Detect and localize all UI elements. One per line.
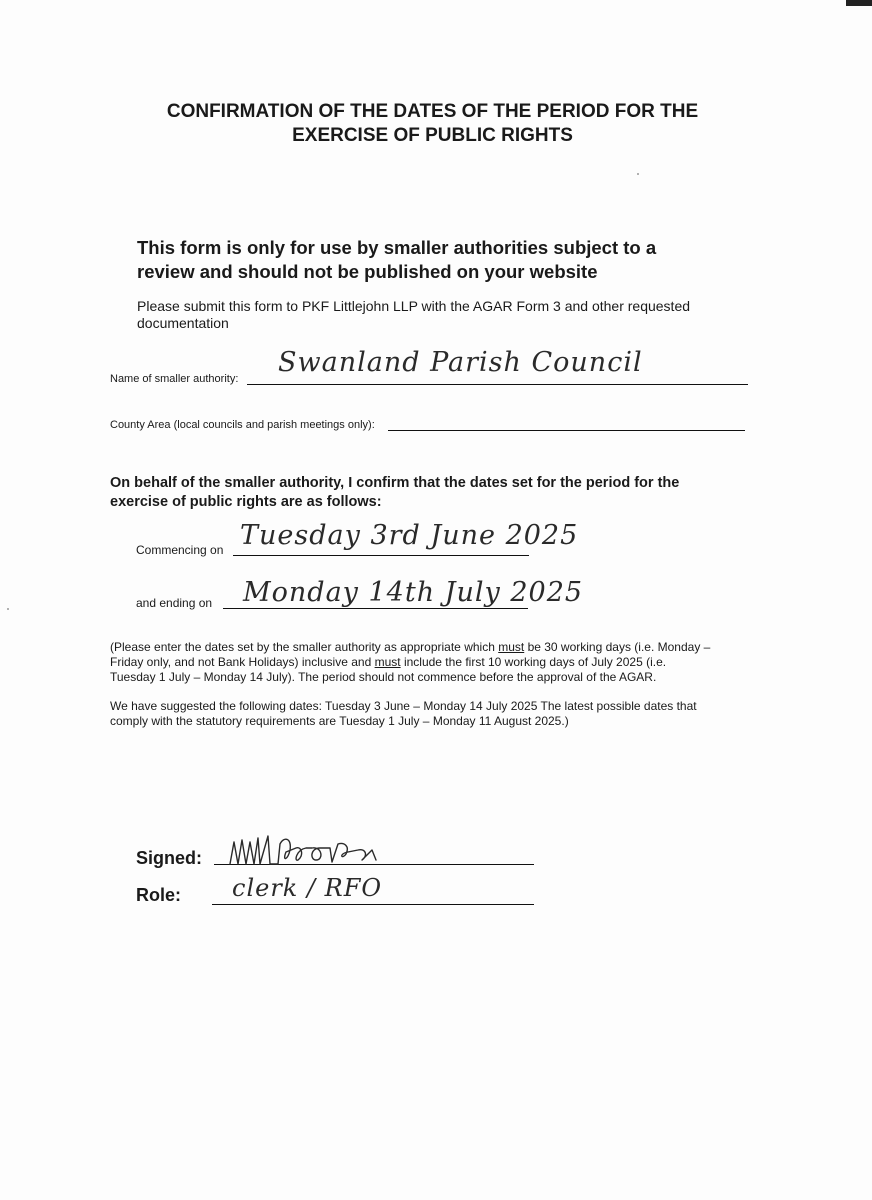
signature-stroke — [230, 836, 376, 864]
commencing-line — [233, 555, 529, 556]
commencing-label: Commencing on — [136, 543, 224, 557]
role-line — [212, 904, 534, 905]
ending-label: and ending on — [136, 596, 213, 610]
warning-line-1: This form is only for use by smaller authorities subject to a — [137, 237, 657, 258]
commencing-date-field[interactable]: Tuesday 3rd June 2025 — [240, 520, 579, 551]
scan-speck — [637, 173, 639, 175]
confirmation-line-2: exercise of public rights are as follows: — [110, 494, 382, 510]
note-line-3: Tuesday 1 July – Monday 14 July). The period should not commence before the approval of the AGAR. — [110, 670, 657, 684]
warning-line-2: review and should not be published on your website — [137, 261, 598, 282]
note-text: include the first 10 working days of July 2025 (i.e. — [400, 655, 667, 669]
authority-name-label: Name of smaller authority: — [110, 373, 239, 385]
note-emphasis: must — [498, 640, 525, 654]
county-area-label: County Area (local councils and parish meetings only): — [110, 419, 375, 431]
usage-warning — [137, 236, 777, 284]
handwritten-signature — [226, 830, 396, 870]
note-text: be 30 working days (i.e. Monday – — [524, 640, 711, 654]
note-text: (Please enter the dates set by the smaller authority as appropriate which — [110, 640, 499, 654]
title-line-1: CONFIRMATION OF THE DATES OF THE PERIOD FOR THE — [166, 101, 699, 122]
suggested-line-2: comply with the statutory requirements are Tuesday 1 July – Monday 11 August 2025.) — [110, 714, 569, 728]
role-field[interactable]: clerk / RFO — [232, 874, 383, 902]
note-line-1 — [110, 640, 760, 655]
suggested-line-1: We have suggested the following dates: Tuesday 3 June – Monday 14 July 2025 The latest possible dates that — [110, 699, 697, 713]
note-text: Friday only, and not Bank Holidays) inclusive and — [110, 655, 375, 669]
scan-speck — [7, 608, 9, 610]
title-line-2: EXERCISE OF PUBLIC RIGHTS — [292, 125, 573, 146]
ending-date-field[interactable]: Monday 14th July 2025 — [243, 577, 584, 608]
page-title — [80, 100, 785, 148]
suggested-dates-note — [110, 699, 760, 729]
confirmation-line-1: On behalf of the smaller authority, I confirm that the dates set for the period for the — [110, 475, 680, 491]
signature-drawing — [226, 830, 396, 870]
note-line-2 — [110, 655, 760, 670]
submission-instruction: Please submit this form to PKF Littlejohn LLP with the AGAR Form 3 and other requested documentation — [137, 298, 691, 331]
working-days-note — [110, 640, 760, 685]
role-label: Role: — [136, 885, 181, 905]
county-area-line — [388, 430, 745, 431]
signed-label: Signed: — [136, 848, 202, 868]
confirmation-statement — [110, 474, 770, 512]
authority-name-field[interactable]: Swanland Parish Council — [278, 347, 643, 378]
ending-line — [223, 608, 528, 609]
authority-name-line — [247, 384, 748, 385]
note-emphasis: must — [374, 655, 401, 669]
scan-corner-mark — [846, 0, 872, 6]
